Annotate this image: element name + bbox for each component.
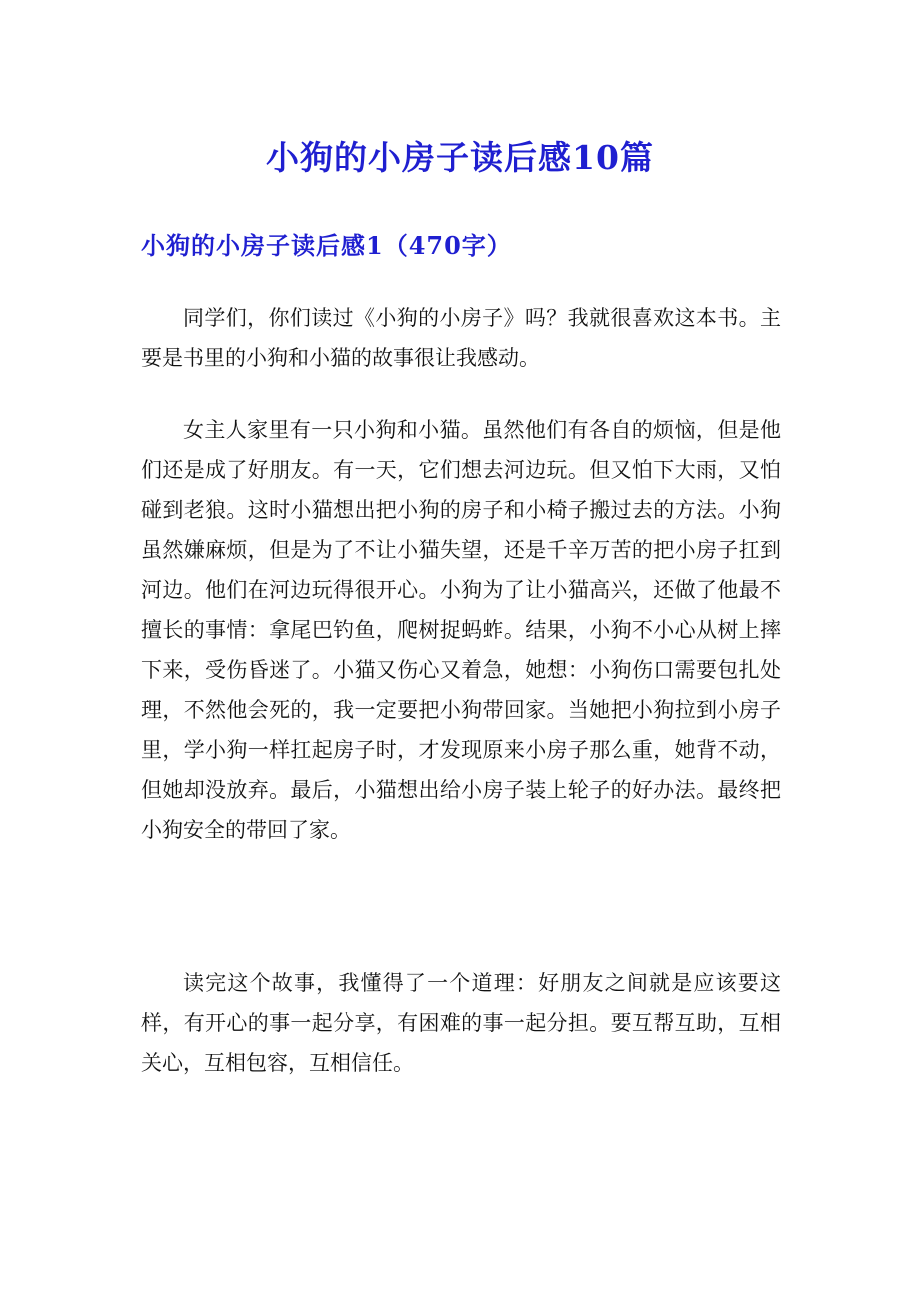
- section-heading: 小狗的小房子读后感1（470字）: [141, 231, 512, 260]
- paragraph-story: 女主人家里有一只小狗和小猫。虽然他们有各自的烦恼，但是他们还是成了好朋友。有一天，它们想去河边玩。但又怕下大雨，又怕碰到老狼。这时小猫想出把小狗的房子和小椅子搬过去的方法。小狗虽然嫌麻烦，但是为了不让小猫失望，还是千辛万苦的把小房子扛到河边。他们在河边玩得很开心。小狗为了让小猫高兴，还做了他最不擅长的事情：拿尾巴钓鱼，爬树捉蚂蚱。结果，小狗不小心从树上摔下来，受伤昏迷了。小猫又伤心又着急，她想：小狗伤口需要包扎处理，不然他会死的，我一定要把小狗带回家。当她把小狗拉到小房子里，学小狗一样扛起房子时，才发现原来小房子那么重，她背不动，但她却没放弃。最后，小猫想出给小房子装上轮子的好办法。最终把小狗安全的带回了家。: [141, 418, 781, 842]
- paragraph-intro: 同学们，你们读过《小狗的小房子》吗？我就很喜欢这本书。主要是书里的小狗和小猫的故事很让我感动。: [141, 306, 781, 370]
- document-title: 小狗的小房子读后感10篇: [266, 138, 654, 177]
- paragraph-conclusion: 读完这个故事，我懂得了一个道理：好朋友之间就是应该要这样，有开心的事一起分享，有困难的事一起分担。要互帮互助，互相关心，互相包容，互相信任。: [141, 971, 781, 1075]
